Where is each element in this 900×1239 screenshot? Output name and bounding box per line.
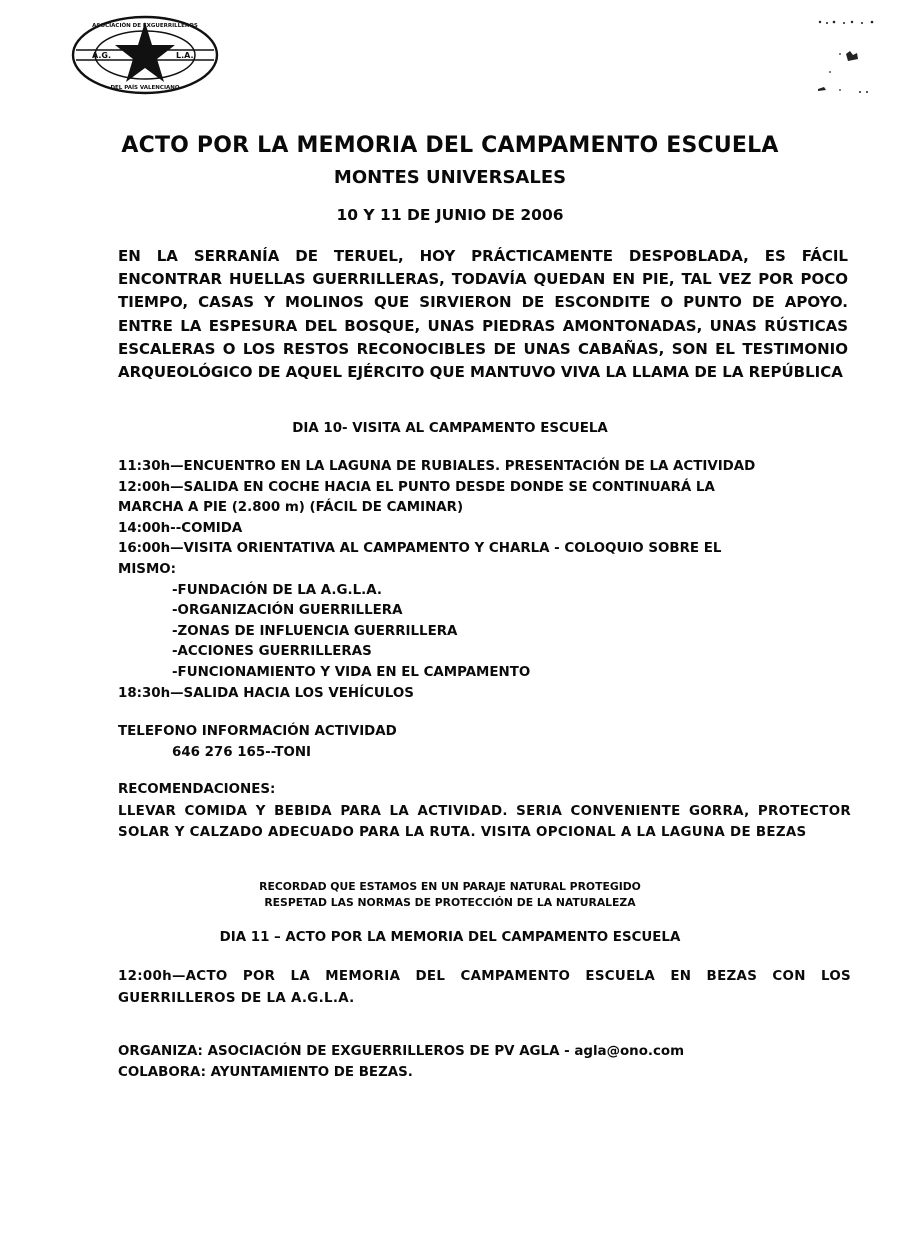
recommendations-text: LLEVAR COMIDA Y BEBIDA PARA LA ACTIVIDAD. SERIA CONVENIENTE GORRA, PROTECTOR SOLAR Y CALZADO ADECUADO PARA LA RUTA. VISITA OPCIONAL A LA LAGUNA DE BEZAS (118, 803, 851, 841)
topic-item: -ZONAS DE INFLUENCIA GUERRILLERA (172, 623, 458, 639)
phone-number: 646 276 165--TONI (172, 744, 312, 760)
topic-item: -FUNCIONAMIENTO Y VIDA EN EL CAMPAMENTO (172, 664, 531, 680)
departure-line: 18:30h—SALIDA HACIA LOS VEHÍCULOS (118, 685, 414, 701)
agla-logo (70, 14, 220, 96)
stamp-mark (812, 14, 882, 98)
page-title: ACTO POR LA MEMORIA DEL CAMPAMENTO ESCUELA (121, 133, 779, 158)
stamp-mark-icon (812, 14, 882, 98)
protection-notice (0, 879, 900, 911)
day11-heading: DIA 11 – ACTO POR LA MEMORIA DEL CAMPAMENTO ESCUELA (219, 930, 681, 945)
logo-right-initials: L.A. (176, 51, 194, 60)
organizers (118, 1042, 684, 1083)
notice-line-2: RESPETAD LAS NORMAS DE PROTECCIÓN DE LA NATURALEZA (264, 896, 636, 909)
page-subtitle: MONTES UNIVERSALES (333, 167, 567, 188)
event-date: 10 Y 11 DE JUNIO DE 2006 (336, 206, 564, 224)
phone-label: TELEFONO INFORMACIÓN ACTIVIDAD (118, 724, 397, 739)
notice-line-1: RECORDAD QUE ESTAMOS EN UN PARAJE NATURAL PROTEGIDO (259, 880, 641, 893)
topic-item: -ACCIONES GUERRILLERAS (172, 644, 372, 660)
schedule-line: 16:00h—VISITA ORIENTATIVA AL CAMPAMENTO Y CHARLA - COLOQUIO SOBRE EL (118, 541, 722, 557)
topic-item: -FUNDACIÓN DE LA A.G.L.A. (172, 582, 382, 598)
logo-top-text: ASOCIACIÓN DE EXGUERRILLEROS (92, 23, 198, 29)
organizer-line: ORGANIZA: ASOCIACIÓN DE EXGUERRILLEROS DE PV AGLA - agla@ono.com (118, 1044, 685, 1059)
schedule-line: 11:30h—ENCUENTRO EN LA LAGUNA DE RUBIALES. PRESENTACIÓN DE LA ACTIVIDAD (118, 459, 756, 474)
logo-bottom-text: DEL PAÍS VALENCIANO (110, 85, 180, 91)
star-emblem-icon (70, 14, 220, 96)
day10-schedule (118, 457, 858, 704)
collaborator-line: COLABORA: AYUNTAMIENTO DE BEZAS. (118, 1064, 413, 1080)
schedule-line: 12:00h—SALIDA EN COCHE HACIA EL PUNTO DESDE DONDE SE CONTINUARÁ LA (118, 479, 715, 495)
topic-item: -ORGANIZACIÓN GUERRILLERA (172, 603, 403, 619)
day11-text: 12:00h—ACTO POR LA MEMORIA DEL CAMPAMENTO ESCUELA EN BEZAS CON LOS GUERRILLEROS DE LA A.G.L.A. (118, 969, 851, 1006)
recommendations (118, 779, 851, 844)
schedule-line: MARCHA A PIE (2.800 m) (FÁCIL DE CAMINAR) (118, 500, 464, 516)
logo-left-initials: A.G. (92, 51, 111, 60)
schedule-line: MISMO: (118, 561, 177, 577)
day10-heading: DIA 10- VISITA AL CAMPAMENTO ESCUELA (292, 421, 608, 436)
intro-paragraph: EN LA SERRANÍA DE TERUEL, HOY PRÁCTICAMENTE DESPOBLADA, ES FÁCIL ENCONTRAR HUELLAS GUERRILLERAS, TODAVÍA QUEDAN EN PIE, TAL VEZ POR POCO TIEMPO, CASAS Y MOLINOS QUE SIRVIERON DE ESCONDITE O PUNTO DE APOYO. ENTRE LA ESPESURA DEL BOSQUE, UNAS PIEDRAS AMONTONADAS, UNAS RÚSTICAS ESCALERAS O LOS RESTOS RECONOCIBLES DE UNAS CABAÑAS, SON EL TESTIMONIO ARQUEOLÓGICO DE AQUEL EJÉRCITO QUE MANTUVO VIVA LA LLAMA DE LA REPÚBLICA (118, 247, 848, 382)
phone-info (118, 722, 397, 763)
recommendations-label: RECOMENDACIONES: (118, 782, 276, 797)
schedule-line: 14:00h--COMIDA (118, 520, 243, 536)
